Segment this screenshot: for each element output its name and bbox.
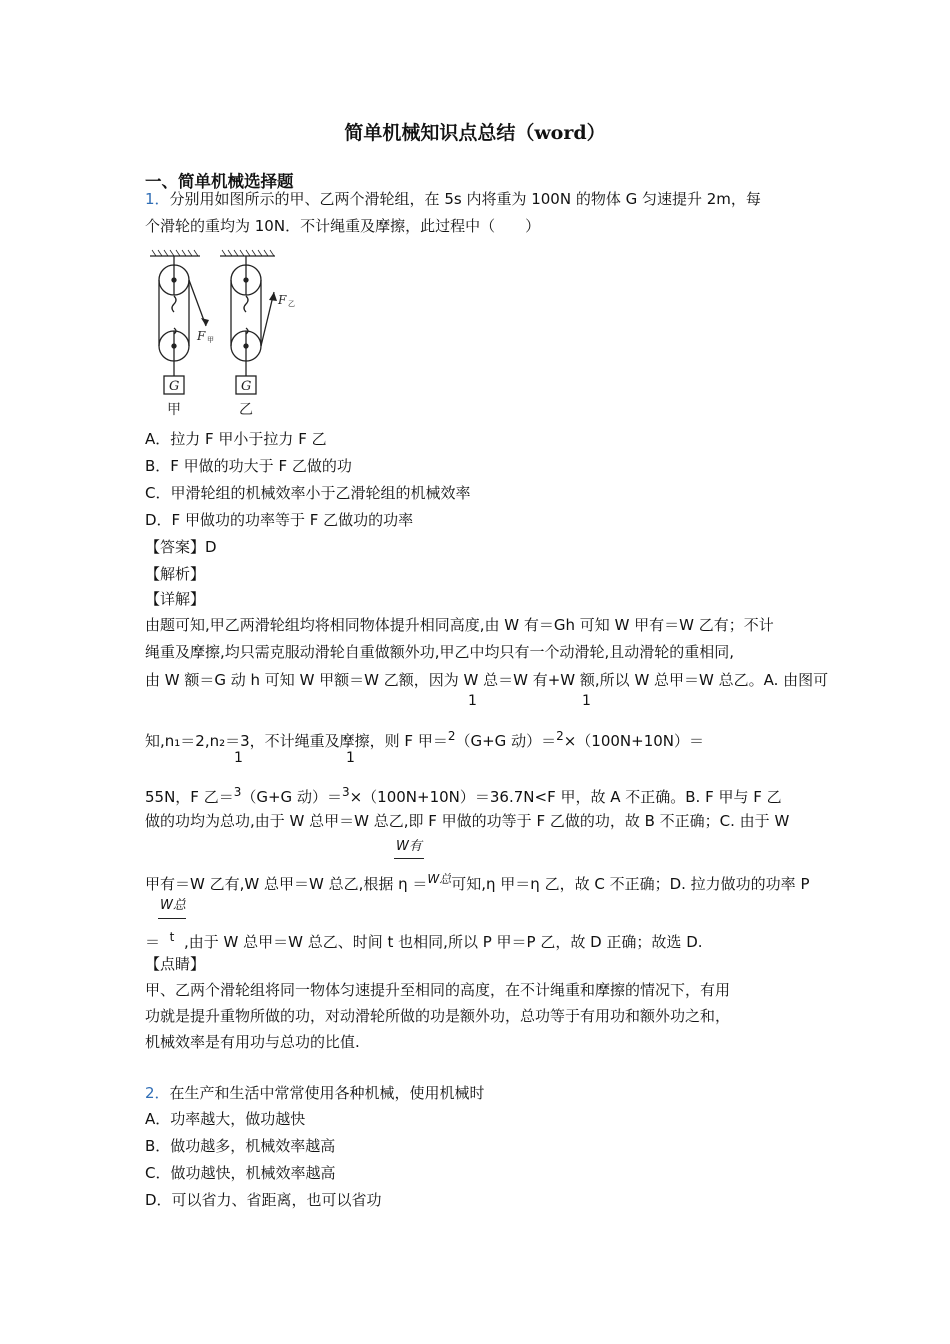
q1-answer: 【答案】D	[145, 538, 217, 556]
q1-comment-line1: 甲、乙两个滑轮组将同一物体匀速提升至相同的高度，在不计绳重和摩擦的情况下，有用	[145, 981, 731, 999]
q1-comment-line3: 机械效率是有用功与总功的比值.	[145, 1033, 360, 1051]
fraction-half-numerator-1: 1	[468, 693, 477, 709]
q1-analysis-line6: 做的功均为总功,由于 W 总甲＝W 总乙,即 F 甲做的功等于 F 乙做的功，故 B 不正确；C. 由于 W	[145, 812, 790, 830]
force-label-jia: F	[197, 329, 206, 343]
page-title: 简单机械知识点总结（word）	[344, 122, 606, 144]
q2-option-c: C．做功越快，机械效率越高	[145, 1164, 336, 1182]
efficiency-numerator: W有	[396, 839, 422, 854]
line5-part2: （G+G 动）＝	[241, 788, 342, 806]
fraction-third-numerator-2: 1	[346, 750, 355, 766]
q2-number: 2．	[145, 1084, 170, 1102]
power-numerator: W总	[160, 898, 186, 913]
line4-part3: ×（100N+10N）＝	[563, 732, 705, 750]
q1-option-a: A．拉力 F 甲小于拉力 F 乙	[145, 430, 327, 448]
q1-analysis-line7	[145, 868, 810, 895]
q1-comment-line2: 功就是提升重物所做的功，对动滑轮所做的功是额外功，总功等于有用功和额外功之和，	[145, 1007, 731, 1025]
efficiency-denominator: W总	[427, 872, 452, 886]
weight-label-right: G	[241, 379, 252, 394]
fraction-third-denominator-1: 3	[233, 785, 242, 799]
section-heading: 一、简单机械选择题	[145, 172, 294, 191]
q2-option-d: D．可以省力、省距离，也可以省功	[145, 1191, 382, 1209]
q1-stem-text-1: 分别用如图所示的甲、乙两个滑轮组，在 5s 内将重为 100N 的物体 G 匀速提升 2m，每	[169, 190, 761, 208]
q1-analysis-line8	[145, 926, 703, 953]
q1-number: 1．	[145, 190, 170, 208]
pulley-figure	[140, 248, 310, 420]
fraction-half-denominator-1: 2	[447, 729, 456, 743]
line4-part2: （G+G 动）＝	[455, 732, 557, 750]
q1-option-d: D．F 甲做功的功率等于 F 乙做功的功率	[145, 511, 414, 529]
fraction-third-denominator-2: 3	[341, 785, 350, 799]
line7-part1: 甲有＝W 乙有,W 总甲＝W 总乙,根据 η ＝	[145, 875, 428, 893]
fraction-third-numerator-1: 1	[234, 750, 243, 766]
fraction-half-denominator-2: 2	[556, 729, 564, 743]
q1-jiexi-label: 【解析】	[145, 565, 206, 583]
q1-analysis-line3: 由 W 额＝G 动 h 可知 W 甲额＝W 乙额，因为 W 总＝W 有+W 额,所以 W 总甲＝W 总乙。A. 由图可	[145, 671, 829, 689]
line4-part1: 知,n₁＝2,n₂＝3，不计绳重及摩擦，则 F 甲＝	[145, 732, 448, 750]
q1-option-c: C．甲滑轮组的机械效率小于乙滑轮组的机械效率	[145, 484, 471, 502]
efficiency-fraction-bar	[394, 858, 424, 859]
svg-text:甲: 甲	[207, 336, 214, 344]
q1-dianjing-label: 【点睛】	[145, 955, 206, 973]
q1-analysis-line2: 绳重及摩擦,均只需克服动滑轮自重做额外功,甲乙中均只有一个动滑轮,且动滑轮的重相同,	[145, 643, 735, 661]
q2-option-b: B．做功越多，机械效率越高	[145, 1137, 336, 1155]
q1-stem-line2: 个滑轮的重均为 10N．不计绳重及摩擦，此过程中（ ）	[145, 217, 541, 235]
fraction-half-numerator-2: 1	[582, 693, 591, 709]
q2-stem-text: 在生产和生活中常常使用各种机械，使用机械时	[169, 1084, 485, 1102]
q1-analysis-line1: 由题可知,甲乙两滑轮组均将相同物体提升相同高度,由 W 有＝Gh 可知 W 甲有＝W 乙有；不计	[145, 616, 774, 634]
weight-label-left: G	[169, 379, 180, 394]
line5-part3: ×（100N+10N）＝36.7N<F 甲，故 A 不正确。B. F 甲与 F 乙	[349, 788, 782, 806]
line8-part1: ＝	[145, 933, 161, 951]
power-fraction-bar	[158, 918, 186, 919]
line5-part1: 55N，F 乙＝	[145, 788, 234, 806]
force-label-yi: F	[278, 293, 287, 307]
q2-stem	[145, 1082, 485, 1104]
q1-option-b: B．F 甲做的功大于 F 乙做的功	[145, 457, 352, 475]
caption-jia: 甲	[167, 402, 181, 418]
q1-analysis-line5	[145, 781, 782, 808]
power-denominator: t	[169, 930, 175, 944]
svg-text:乙: 乙	[288, 300, 295, 308]
caption-yi: 乙	[239, 402, 253, 418]
q2-option-a: A．功率越大，做功越快	[145, 1110, 306, 1128]
line7-part2: 可知,η 甲＝η 乙，故 C 不正确；D. 拉力做功的功率 P	[451, 875, 810, 893]
q1-stem-line1	[145, 188, 761, 210]
q1-xiangjie-label: 【详解】	[145, 590, 206, 608]
q1-analysis-line4	[145, 725, 704, 752]
line8-part2: ,由于 W 总甲＝W 总乙、时间 t 也相同,所以 P 甲＝P 乙，故 D 正确；故选 D.	[184, 933, 703, 951]
